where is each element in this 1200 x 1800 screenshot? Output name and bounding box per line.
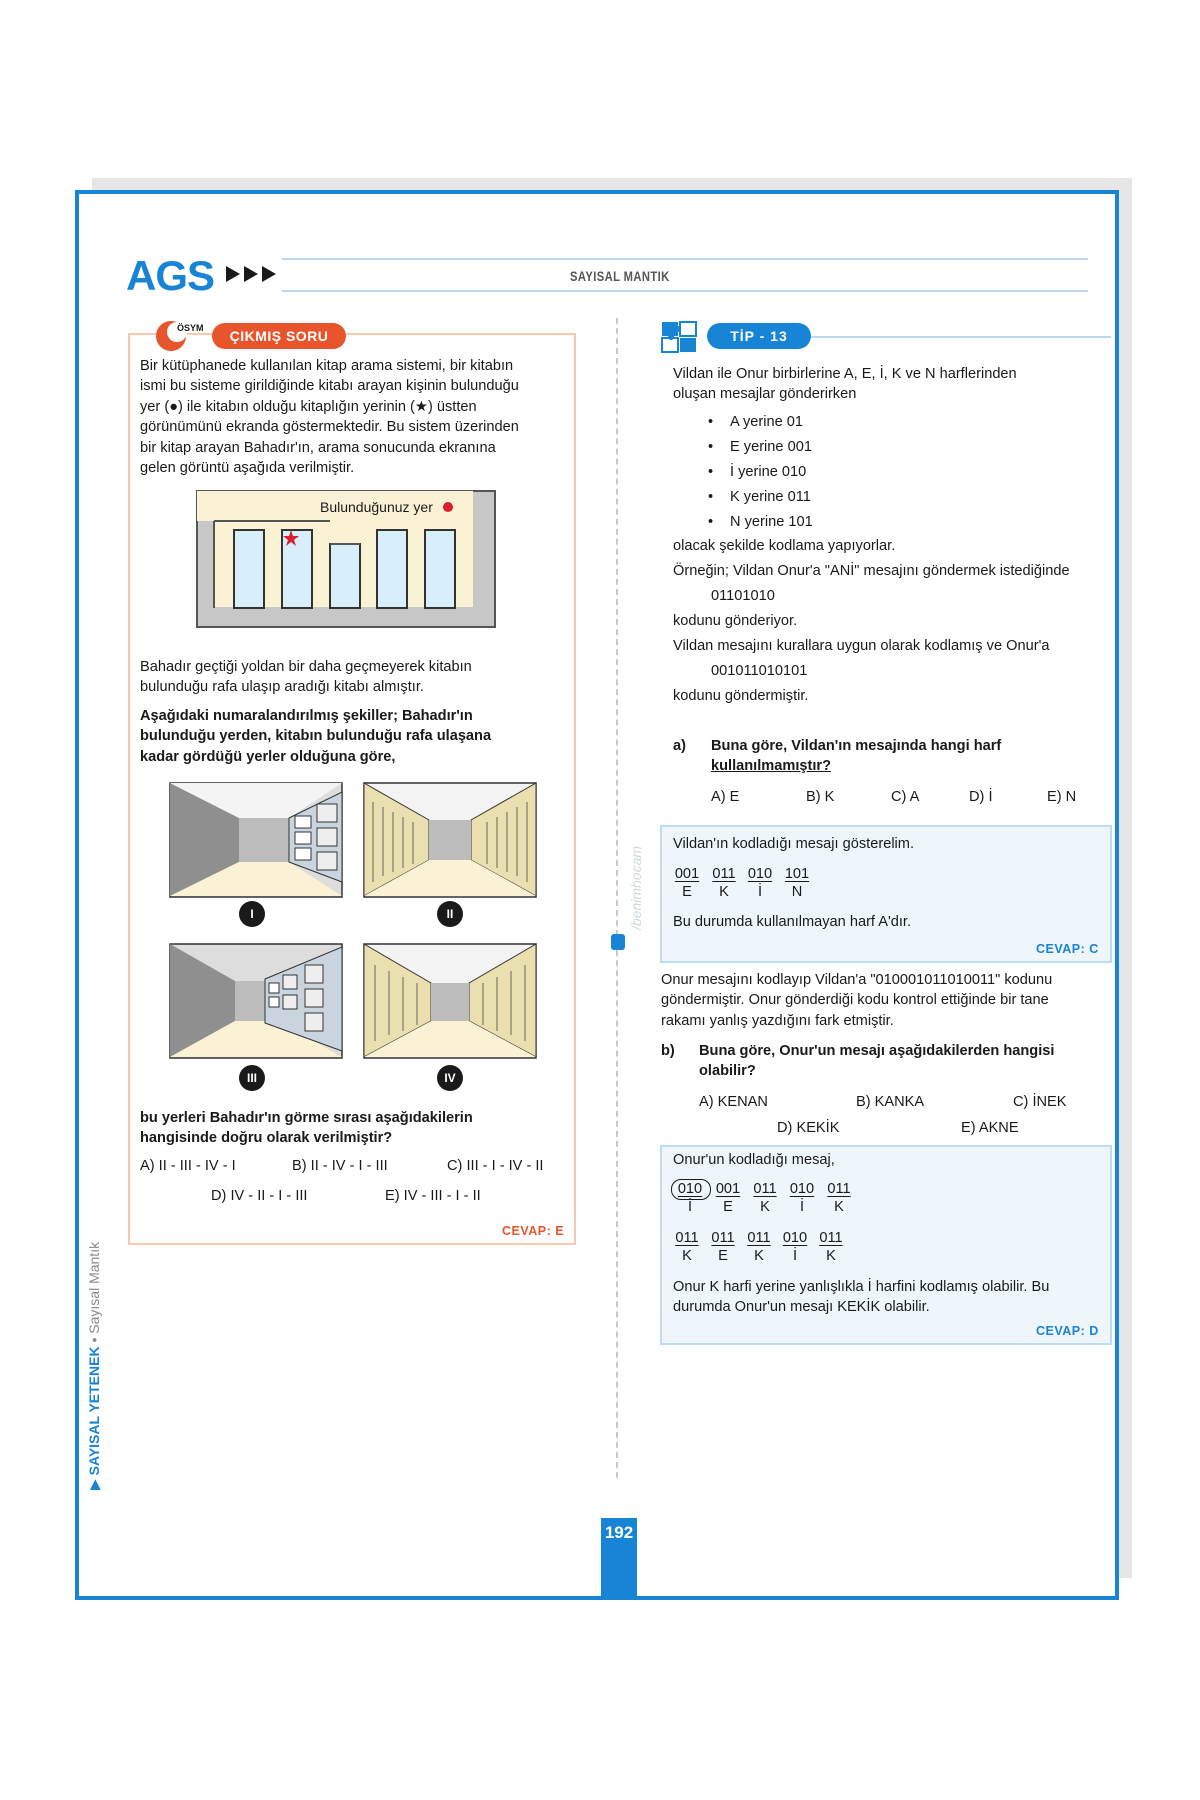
question-a-text: Buna göre, Vildan'ın mesajında hangi harf kullanılmamıştır?	[711, 738, 1002, 775]
solution-a-code: 101 N	[784, 866, 810, 900]
qb-option-a[interactable]: A) KENAN	[699, 1094, 768, 1110]
code-item: • E yerine 001	[708, 439, 812, 455]
qa-option-b[interactable]: B) K	[806, 789, 835, 805]
rule-line: Vildan mesajını kurallara uygun olarak kodlamış ve Onur'a	[673, 638, 1050, 654]
example-line: Örneğin; Vildan Onur'a "ANİ" mesajını göndermek istediğinde	[673, 563, 1070, 579]
qb-option-e[interactable]: E) AKNE	[961, 1120, 1019, 1136]
left-answer: CEVAP: E	[502, 1224, 565, 1238]
figure-1-label: I	[239, 901, 265, 927]
question-a-marker: a)	[673, 738, 686, 754]
qb-option-b[interactable]: B) KANKA	[856, 1094, 925, 1110]
section-title: SAYISAL MANTIK	[570, 268, 670, 284]
left-para3: Aşağıdaki numaralandırılmış şekiller; Bahadır'ın bulunduğu yerden, kitabın bulunduğu rafa ulaşana kadar gördüğü yerler olduğuna göre,	[140, 708, 492, 765]
tip-badge: TİP - 13	[707, 323, 811, 349]
qa-option-c[interactable]: C) A	[891, 789, 920, 805]
solution-a-answer: CEVAP: C	[1036, 942, 1099, 956]
figure-3-label: III	[239, 1065, 265, 1091]
solution-a-title: Vildan'ın kodladığı mesajı gösterelim.	[673, 836, 915, 852]
solution-b-title: Onur'un kodladığı mesaj,	[673, 1152, 835, 1168]
qa-option-e[interactable]: E) N	[1047, 789, 1077, 805]
option-b[interactable]: B) II - IV - I - III	[292, 1158, 388, 1174]
option-c[interactable]: C) III - I - IV - II	[447, 1158, 544, 1174]
solution-a-text: Bu durumda kullanılmayan harf A'dır.	[673, 914, 912, 930]
question-b-marker: b)	[661, 1043, 675, 1059]
column-divider	[616, 318, 618, 1478]
code-item: • N yerine 101	[708, 514, 813, 530]
solution-b-code: 011 K	[819, 1230, 843, 1264]
solution-b-code: 010 İ	[677, 1181, 703, 1215]
solution-a-code: 010 İ	[747, 866, 773, 900]
solution-b-code: 011 K	[675, 1230, 699, 1264]
figure-3-view	[169, 943, 343, 1059]
figure-4-label: IV	[437, 1065, 463, 1091]
figure-1-view	[169, 782, 343, 898]
code-list	[708, 410, 813, 535]
part-b-intro: Onur mesajını kodlayıp Vildan'a "010001011010011" kodunu göndermiştir. Onur gönderdiği kodu kontrol ettiğinde bir tane rakamı yanlış yazdığını fark etmiştir.	[661, 972, 1053, 1029]
qa-option-d[interactable]: D) İ	[969, 789, 993, 805]
qa-option-a[interactable]: A) E	[711, 789, 740, 805]
rule-sent: kodunu göndermiştir.	[673, 688, 809, 704]
solution-b-code: 011 K	[747, 1230, 771, 1264]
after-bullets: olacak şekilde kodlama yapıyorlar.	[673, 538, 896, 554]
page-number: 192	[601, 1518, 637, 1600]
watermark: /benimhocam	[628, 845, 644, 930]
header-rule-top	[282, 258, 1088, 260]
qb-option-d[interactable]: D) KEKİK	[777, 1120, 840, 1136]
code-item: • İ yerine 010	[708, 464, 807, 480]
rule-code: 001011010101	[711, 663, 808, 679]
question-b-text: Buna göre, Onur'un mesajı aşağıdakilerden hangisi olabilir?	[699, 1043, 1055, 1080]
tip-rule	[811, 336, 1111, 338]
option-e[interactable]: E) IV - III - I - II	[385, 1188, 481, 1204]
code-item: • A yerine 01	[708, 414, 804, 430]
left-para2: Bahadır geçtiği yoldan bir daha geçmeyerek kitabın bulunduğu rafa ulaşıp aradığı kitabı almıştır.	[140, 659, 472, 696]
figure-2-view	[363, 782, 537, 898]
side-label: ▶ SAYISAL YETENEK • Sayısal Mantık	[86, 1241, 102, 1490]
solution-b-code: 010 İ	[782, 1230, 808, 1264]
left-intro: Bir kütüphanede kullanılan kitap arama sistemi, bir kitabın ismi bu sisteme girildiğinde kitabı arayan kişinin bulunduğu yer (●) ile kitabın olduğu kitaplığın yerinin (★) üstten görünümünü ekranda göstermektedir. Bu sistem üzerinden bir kitap arayan Bahadır'ın, arama sonucunda ekranına gelen görüntü aşağıda verilmiştir.	[140, 358, 519, 477]
code-item: • K yerine 011	[708, 489, 811, 505]
puzzle-icon	[660, 318, 702, 356]
solution-a-code: 011 K	[712, 866, 736, 900]
past-question-badge: ÇIKMIŞ SORU	[212, 323, 346, 349]
solution-b-text: Onur K harfi yerine yanlışlıkla İ harfini kodlamış olabilir. Bu durumda Onur'un mesajı KEKİK olabilir.	[673, 1279, 1050, 1316]
watermark-icon	[611, 934, 625, 950]
figure-4-view	[363, 943, 537, 1059]
right-intro: Vildan ile Onur birbirlerine A, E, İ, K ve N harflerinden oluşan mesajlar gönderirken	[673, 366, 1017, 403]
osym-label: ÖSYM	[177, 323, 204, 333]
solution-b-code: 001 E	[715, 1181, 741, 1215]
left-question: bu yerleri Bahadır'ın görme sırası aşağıdakilerin hangisinde doğru olarak verilmiştir?	[140, 1110, 473, 1147]
example-sent: kodunu gönderiyor.	[673, 613, 798, 629]
example-code: 01101010	[711, 588, 775, 604]
solution-b-code: 011 K	[753, 1181, 777, 1215]
brand-logo: AGS	[126, 252, 215, 299]
solution-a-code: 001 E	[674, 866, 700, 900]
option-d[interactable]: D) IV - II - I - III	[211, 1188, 308, 1204]
solution-b-code: 011 E	[711, 1230, 735, 1264]
option-a[interactable]: A) II - III - IV - I	[140, 1158, 236, 1174]
map-you-are-here-label: Bulunduğunuz yer	[320, 499, 433, 515]
header-rule-bottom	[282, 290, 1088, 292]
qb-option-c[interactable]: C) İNEK	[1013, 1094, 1067, 1110]
triple-arrow-icon	[226, 264, 282, 284]
solution-b-code: 010 İ	[789, 1181, 815, 1215]
solution-b-code: 011 K	[827, 1181, 851, 1215]
solution-b-answer: CEVAP: D	[1036, 1324, 1099, 1338]
figure-2-label: II	[437, 901, 463, 927]
